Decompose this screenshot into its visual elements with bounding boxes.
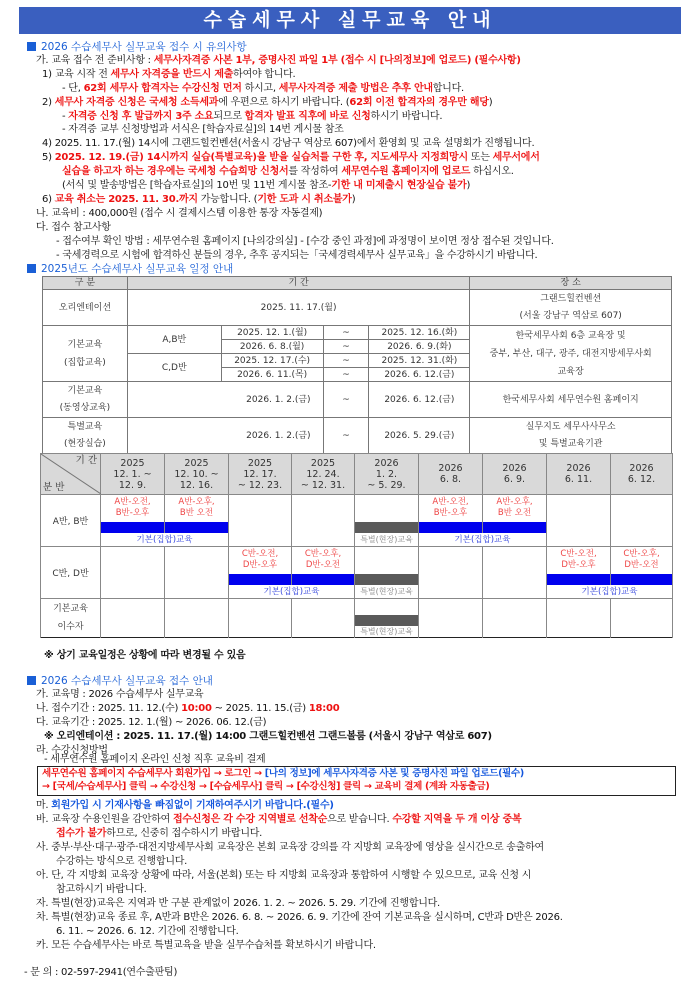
note-1: 1) 교육 시작 전 세무사 자격증을 반드시 제출하여야 합니다. — [42, 69, 296, 80]
table-row — [43, 326, 672, 340]
basic-education-bar — [229, 574, 292, 585]
session-cell: A반-오전, B반-오후 — [419, 495, 483, 522]
end-date: 2025. 12. 31.(화) — [369, 354, 470, 368]
reference-item: 다. 접수 참고사항 — [36, 222, 111, 233]
square-bullet-icon — [27, 264, 36, 273]
tilde: ~ — [323, 340, 369, 354]
remaining-education-note: 차. 특별(현장)교육 종료 후, A반과 B반은 2026. 6. 8. ~ 2026. 6. 9. 기간에 잔여 기본교육을 실시하며, C반과 D반은 2026. — [36, 912, 563, 923]
start-date: 2026. 1. 2.(금) — [127, 418, 323, 454]
header-period: 기 간 — [127, 277, 469, 290]
tilde: ~ — [323, 418, 369, 454]
education-period: 다. 교육기간 : 2025. 12. 1.(월) ~ 2026. 06. 12.(금) — [36, 717, 267, 728]
tilde: ~ — [323, 382, 369, 418]
corner-header — [41, 454, 101, 495]
basic-education-bar — [483, 522, 547, 533]
steps-line-2: → [국세/수습세무사] 클릭 → 수강신청 → [수습세무사] 클릭 → [수강신청] 클릭 → 교육비 결제 (계좌 자동출금) — [42, 781, 490, 792]
place-cell: 그랜드힐컨벤션 (서울 강남구 역삼로 607) — [470, 290, 672, 326]
class-label-ab: A반, B반 — [41, 495, 101, 547]
section-heading-schedule — [27, 262, 233, 276]
session-cell: A반-오전, B반-오후 — [101, 495, 165, 522]
section-heading-registration — [27, 674, 213, 688]
note-2a: - 자격증 신청 후 발급까지 3주 소요되므로 합격자 발표 직후에 바로 신청하시기 바랍니다. — [62, 111, 443, 122]
start-date: 2026. 1. 2.(금) — [127, 382, 323, 418]
period-header: 2026 1. 2. ~ 5. 29. — [355, 454, 419, 495]
session-cell: C반-오전, D반-오후 — [229, 547, 292, 574]
fee-item: 나. 교육비 : 400,000원 (접수 시 결제시스템 이용한 통장 자동결제) — [36, 208, 323, 219]
integration-note-line2: 참고하시기 바랍니다. — [56, 884, 147, 895]
note-4: 4) 2025. 11. 17.(월) 14시에 그랜드힐컨벤션(서울시 강남구 역삼로 607)에서 환영회 및 교육 설명회가 진행됩니다. — [42, 138, 535, 149]
special-education-bar — [355, 574, 419, 585]
application-method: 라. 수강신청방법 — [36, 745, 108, 756]
period-cell: 2025. 11. 17.(월) — [127, 290, 469, 326]
session-cell: C반-오후, D반-오전 — [611, 547, 673, 574]
remaining-education-note-line2: 6. 11. ~ 2026. 6. 12. 기간에 진행합니다. — [56, 926, 239, 937]
timeline-table — [40, 453, 673, 638]
basic-education-bar — [165, 522, 229, 533]
reference-2: - 국세경력으로 시험에 합격하신 분들의 경우, 추후 공지되는「국세경력세무사 실무교육」을 수강하시기 바랍니다. — [56, 250, 538, 261]
period-header: 2026 6. 8. — [419, 454, 483, 495]
basic-education-bar — [611, 574, 673, 585]
end-date: 2026. 6. 12.(금) — [369, 368, 470, 382]
tilde: ~ — [323, 354, 369, 368]
page-title: 수습세무사 실무교육 안내 — [19, 7, 681, 34]
tilde: ~ — [323, 368, 369, 382]
class-label-cd: C반, D반 — [41, 547, 101, 599]
section-heading-text: 2025년도 수습세무사 실무교육 일정 안내 — [41, 263, 234, 275]
application-steps-box — [37, 766, 676, 796]
contact-info: - 문 의 : 02-597-2941(연수출판팀) — [24, 967, 178, 978]
session-cell: A반-오후, B반 오전 — [483, 495, 547, 522]
header-place: 장 소 — [470, 277, 672, 290]
prep-item: 가. 교육 접수 전 준비사항 : 세무사자격증 사본 1부, 증명사진 파일 1부 (접수 시 [나의정보]에 업로드) (필수사항) — [36, 55, 521, 66]
class-cell: A,B반 — [127, 326, 221, 354]
period-header: 2025 12. 1. ~ 12. 9. — [101, 454, 165, 495]
orientation-notice: ※ 오리엔테이션 : 2025. 11. 17.(월) 14:00 그랜드힐컨벤션 그랜드볼룸 (서울시 강남구 역삼로 607) — [44, 731, 492, 742]
basic-education-bar — [101, 522, 165, 533]
class-cell: C,D반 — [127, 354, 221, 382]
period-header: 2025 12. 10. ~ 12. 16. — [165, 454, 229, 495]
session-cell: C반-오후, D반-오전 — [292, 547, 355, 574]
end-date: 2026. 6. 9.(화) — [369, 340, 470, 354]
course-name: 가. 교육명 : 2026 수습세무사 실무교육 — [36, 689, 204, 700]
period-header: 2025 12. 17. ~ 12. 23. — [229, 454, 292, 495]
section-heading-text: 2026 수습세무사 실무교육 접수 안내 — [41, 675, 213, 687]
section-heading-registration-notes — [27, 40, 247, 54]
end-date: 2026. 5. 29.(금) — [369, 418, 470, 454]
start-date: 2026. 6. 8.(월) — [221, 340, 323, 354]
table-row — [43, 290, 672, 326]
basic-education-bar — [547, 574, 611, 585]
special-education-label: 특별(현장)교육 — [355, 533, 419, 547]
end-date: 2026. 6. 12.(금) — [369, 382, 470, 418]
table-row — [43, 418, 672, 454]
basic-education-label: 기본(집합)교육 — [229, 585, 355, 599]
capacity-note-line2: 접수가 불가하므로, 신중히 접수하시기 바랍니다. — [56, 828, 263, 839]
signup-note: 마. 회원가입 시 기재사항을 빠짐없이 기재하여주시기 바랍니다.(필수) — [36, 800, 334, 811]
session-cell: A반-오후, B반 오전 — [165, 495, 229, 522]
square-bullet-icon — [27, 676, 36, 685]
registration-period: 나. 접수기간 : 2025. 11. 12.(수) 10:00 ~ 2025. 11. 15.(금) 18:00 — [36, 703, 340, 714]
basic-education-label: 기본(집합)교육 — [419, 533, 547, 547]
note-5: 5) 2025. 12. 19.(금) 14시까지 실습(특별교육)을 받을 실습처를 구한 후, 지도세무사 지정희망시 또는 세무서에서 — [42, 152, 540, 163]
period-header: 2026 6. 11. — [547, 454, 611, 495]
start-date: 2025. 12. 1.(월) — [221, 326, 323, 340]
period-header: 2026 6. 12. — [611, 454, 673, 495]
place-cell: 한국세무사회 6층 교육장 및 중부, 부산, 대구, 광주, 대전지방세무사회 교육장 — [470, 326, 672, 382]
reference-1: - 접수여부 확인 방법 : 세무연수원 홈페이지 [나의강의실] - [수강 중인 과정]에 과정명이 보이면 정상 접수된 것입니다. — [56, 236, 554, 247]
header-category: 구 분 — [43, 277, 128, 290]
category-cell: 기본교육 (집합교육) — [43, 326, 128, 382]
start-date: 2025. 12. 17.(수) — [221, 354, 323, 368]
start-date: 2026. 6. 11.(목) — [221, 368, 323, 382]
basic-education-bar — [419, 522, 483, 533]
basic-education-label: 기본(집합)교육 — [547, 585, 673, 599]
note-2: 2) 세무사 자격증 신청은 국세청 소득세과에 우편으로 하시기 바랍니다. (62회 이전 합격자의 경우만 해당) — [42, 97, 493, 108]
practice-note: 카. 모든 수습세무사는 바로 특별교육을 받을 실무수습처를 확보하시기 바랍니다. — [36, 940, 376, 951]
note-5-line2: 실습을 하고자 하는 경우에는 국세청 수습희망 신청서를 작성하여 세무연수원 홈페이지에 업로드 하십시오. — [62, 166, 514, 177]
special-education-bar — [355, 615, 419, 626]
category-cell: 특별교육 (현장실습) — [43, 418, 128, 454]
end-date: 2025. 12. 16.(화) — [369, 326, 470, 340]
basic-education-bar — [292, 574, 355, 585]
corner-class-label: 분 반 — [43, 482, 65, 493]
special-education-label: 특별(현장)교육 — [355, 626, 419, 638]
schedule-table — [42, 276, 672, 454]
square-bullet-icon — [27, 42, 36, 51]
special-education-bar — [355, 522, 419, 533]
note-5-line3: (서식 및 발송방법은 [학습자료실]의 10번 및 11번 게시물 참조-기한 내 미제출시 현장실습 불가) — [62, 180, 471, 191]
regional-note-line2: 수강하는 방식으로 진행합니다. — [56, 856, 188, 867]
special-education-note: 자. 특별(현장)교육은 지역과 반 구분 관계없이 2026. 1. 2. ~ 2026. 5. 29. 기간에 진행합니다. — [36, 898, 440, 909]
integration-note: 아. 단, 각 지방회 교육장 상황에 따라, 서울(본회) 또는 타 지방회 교육장과 통합하여 시행할 수 있으므로, 교육 신청 시 — [36, 870, 532, 881]
corner-period-label: 기 간 — [75, 455, 97, 466]
note-1a: - 단, 62회 세무사 합격자는 수강신청 먼저 하시고, 세무사자격증 제출 방법은 추후 안내합니다. — [62, 83, 464, 94]
category-cell: 기본교육 (동영상교육) — [43, 382, 128, 418]
regional-note: 사. 중부·부산·대구·광주·대전지방세무사회 교육장은 본회 교육장 강의를 각 지방회 교육장에 영상을 실시간으로 송출하여 — [36, 842, 544, 853]
place-cell: 실무지도 세무사사무소 및 특별교육기관 — [470, 418, 672, 454]
category-cell: 오리엔테이션 — [43, 290, 128, 326]
schedule-change-notice: ※ 상기 교육일정은 상황에 따라 변경될 수 있음 — [44, 650, 246, 661]
basic-education-label: 기본(집합)교육 — [101, 533, 229, 547]
tilde: ~ — [323, 326, 369, 340]
note-2b: - 자격증 교부 신청방법과 서식은 [학습자료실]의 14번 게시물 참조 — [62, 124, 344, 135]
note-6: 6) 교육 취소는 2025. 11. 30.까지 가능합니다. (기한 도과 시 취소불가) — [42, 194, 356, 205]
steps-line-1: 세무연수원 홈페이지 수습세무사 회원가입 → 로그인 → [나의 정보]에 세무사자격증 사본 및 증명사진 파일 업로드(필수) — [42, 768, 524, 779]
session-cell: C반-오전, D반-오후 — [547, 547, 611, 574]
table-row — [43, 382, 672, 418]
section-heading-text: 2026 수습세무사 실무교육 접수 시 유의사항 — [41, 41, 247, 53]
period-header: 2026 6. 9. — [483, 454, 547, 495]
application-method-1: - 세무연수원 홈페이지 온라인 신청 직후 교육비 결제 — [44, 754, 266, 765]
special-education-label: 특별(현장)교육 — [355, 585, 419, 599]
place-cell: 한국세무사회 세무연수원 홈페이지 — [470, 382, 672, 418]
capacity-note: 바. 교육장 수용인원을 감안하여 접수신청은 각 수강 지역별로 선착순으로 받습니다. 수강할 지역을 두 개 이상 중복 — [36, 814, 522, 825]
period-header: 2025 12. 24. ~ 12. 31. — [292, 454, 355, 495]
class-label-completed: 기본교육 이수자 — [41, 599, 101, 638]
